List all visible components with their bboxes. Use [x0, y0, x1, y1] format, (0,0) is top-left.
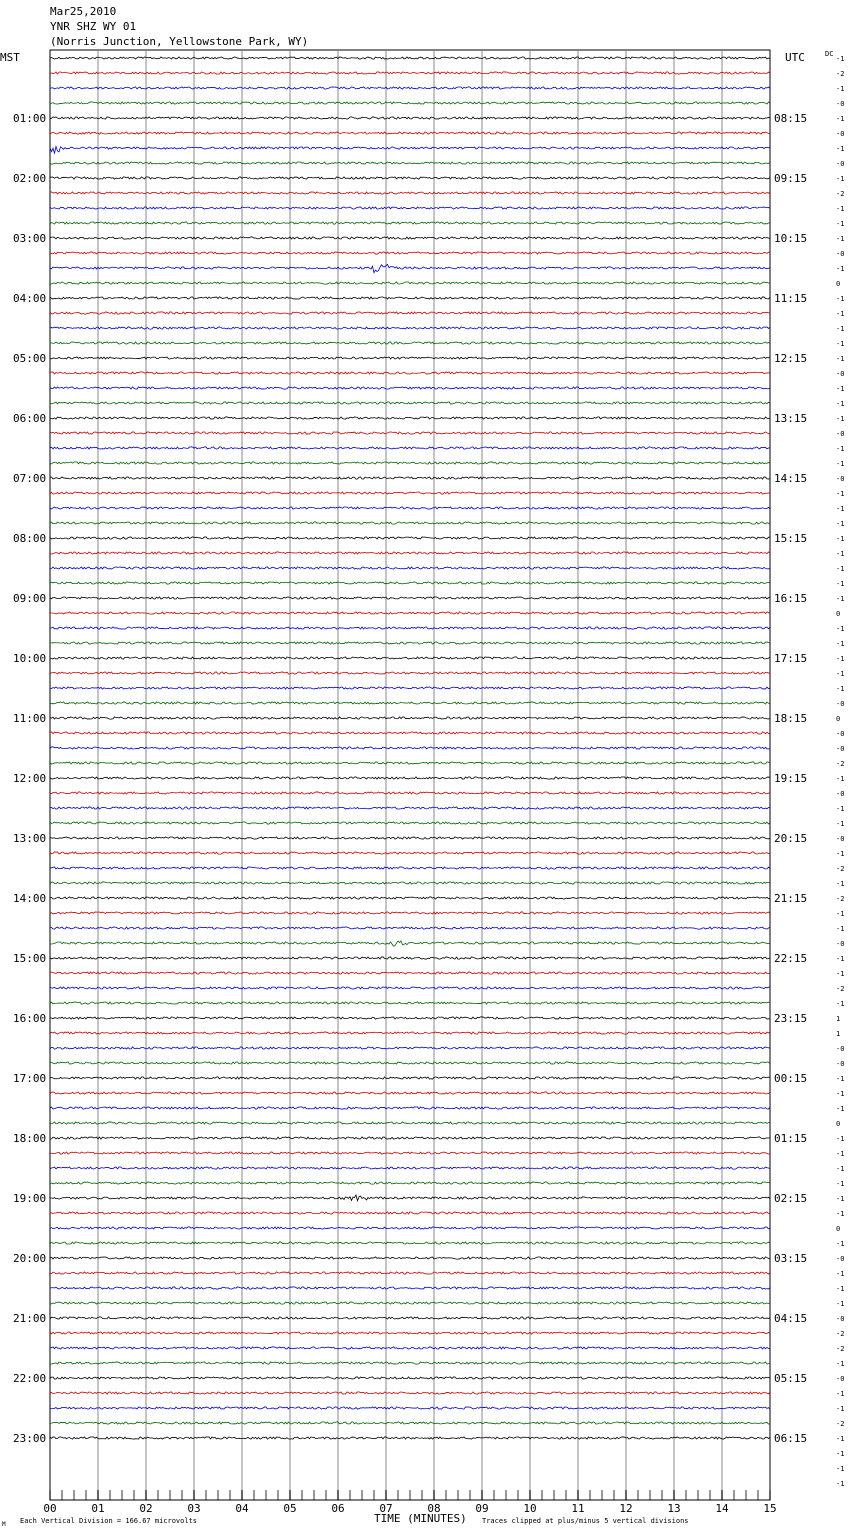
- dc-offset: -0: [836, 1375, 845, 1383]
- trace-4: [50, 117, 770, 119]
- dc-offset: 0: [836, 1120, 841, 1128]
- dc-offset: -1: [836, 1150, 845, 1158]
- dc-offset: -0: [836, 130, 845, 138]
- dc-offset: -1: [836, 295, 845, 303]
- date-label: Mar25,2010: [50, 5, 117, 18]
- trace-15: [50, 282, 770, 284]
- hour-label-mst: 09:00: [13, 592, 47, 605]
- dc-offset: -1: [836, 640, 845, 648]
- dc-offset: -2: [836, 190, 845, 198]
- dc-offset: -1: [836, 1300, 845, 1308]
- dc-offset: -1: [836, 460, 845, 468]
- dc-offset: -2: [836, 1345, 845, 1353]
- trace-26: [50, 447, 770, 449]
- dc-offset: 1: [836, 1015, 841, 1023]
- dc-offset: -1: [836, 955, 845, 963]
- hour-label-utc: 03:15: [774, 1252, 808, 1265]
- trace-66: [50, 1047, 770, 1049]
- dc-offset: -1: [836, 1270, 845, 1278]
- hour-label-utc: 08:15: [774, 112, 808, 125]
- hour-label-mst: 02:00: [13, 172, 47, 185]
- trace-5: [50, 132, 770, 134]
- trace-56: [50, 897, 770, 899]
- hour-label-mst: 10:00: [13, 652, 47, 665]
- dc-offset: -1: [836, 445, 845, 453]
- dc-offset: -1: [836, 535, 845, 543]
- trace-25: [50, 432, 770, 434]
- dc-offset: -1: [836, 580, 845, 588]
- x-tick-label: 05: [283, 1502, 297, 1515]
- hour-label-mst: 03:00: [13, 232, 47, 245]
- trace-77: [50, 1212, 770, 1214]
- trace-59: [50, 941, 770, 946]
- dc-offset: -1: [836, 55, 845, 63]
- dc-offset: 0: [836, 280, 841, 288]
- trace-32: [50, 537, 770, 539]
- trace-8: [50, 177, 770, 179]
- utc-label: UTC: [785, 51, 805, 64]
- hour-label-utc: 22:15: [774, 952, 808, 965]
- x-tick-label: 08: [427, 1502, 441, 1515]
- x-axis-title: TIME (MINUTES): [374, 1512, 467, 1525]
- dc-offset: -1: [836, 970, 845, 978]
- x-tick-label: 09: [475, 1502, 489, 1515]
- x-tick-label: 13: [667, 1502, 681, 1515]
- x-tick-label: 03: [187, 1502, 201, 1515]
- dc-offset: -1: [836, 670, 845, 678]
- dc-offset: -0: [836, 370, 845, 378]
- dc-offset: -0: [836, 730, 845, 738]
- hour-label-utc: 06:15: [774, 1432, 808, 1445]
- trace-54: [50, 867, 770, 869]
- trace-3: [50, 102, 770, 104]
- dc-offset: -1: [836, 1240, 845, 1248]
- dc-offset: -1: [836, 910, 845, 918]
- hour-label-mst: 04:00: [13, 292, 47, 305]
- dc-offset: -1: [836, 1195, 845, 1203]
- dc-offset: -1: [836, 1405, 845, 1413]
- dc-offset: -0: [836, 790, 845, 798]
- trace-22: [50, 387, 770, 389]
- dc-offset: -1: [836, 1180, 845, 1188]
- x-tick-label: 07: [379, 1502, 393, 1515]
- location-label: (Norris Junction, Yellowstone Park, WY): [50, 35, 309, 48]
- hour-label-utc: 12:15: [774, 352, 808, 365]
- trace-61: [50, 972, 770, 974]
- trace-27: [50, 462, 770, 464]
- trace-53: [50, 852, 770, 854]
- trace-44: [50, 717, 770, 719]
- trace-31: [50, 522, 770, 524]
- hour-label-mst: 18:00: [13, 1132, 47, 1145]
- dc-offset: -0: [836, 745, 845, 753]
- trace-57: [50, 912, 770, 914]
- trace-71: [50, 1122, 770, 1124]
- trace-90: [50, 1407, 770, 1409]
- dc-offset: -0: [836, 1045, 845, 1053]
- x-tick-label: 02: [139, 1502, 153, 1515]
- hour-label-mst: 01:00: [13, 112, 47, 125]
- trace-43: [50, 702, 770, 704]
- dc-offset: -1: [836, 325, 845, 333]
- dc-offset: -0: [836, 250, 845, 258]
- trace-23: [50, 402, 770, 404]
- trace-30: [50, 507, 770, 509]
- hour-label-utc: 17:15: [774, 652, 808, 665]
- dc-offset: -0: [836, 430, 845, 438]
- trace-87: [50, 1362, 770, 1364]
- trace-69: [50, 1092, 770, 1094]
- hour-label-utc: 20:15: [774, 832, 808, 845]
- hour-label-utc: 11:15: [774, 292, 808, 305]
- dc-offset: -0: [836, 1255, 845, 1263]
- corner-mark: M: [2, 1521, 6, 1528]
- trace-12: [50, 237, 770, 239]
- trace-24: [50, 417, 770, 419]
- trace-84: [50, 1317, 770, 1319]
- x-tick-label: 00: [43, 1502, 57, 1515]
- dc-offset: -1: [836, 415, 845, 423]
- dc-offset: -1: [836, 355, 845, 363]
- x-tick-label: 12: [619, 1502, 633, 1515]
- hour-label-mst: 20:00: [13, 1252, 47, 1265]
- trace-76: [50, 1195, 770, 1201]
- trace-55: [50, 882, 770, 884]
- hour-label-mst: 19:00: [13, 1192, 47, 1205]
- x-tick-label: 06: [331, 1502, 345, 1515]
- dc-offset: -1: [836, 1075, 845, 1083]
- trace-68: [50, 1077, 770, 1079]
- trace-81: [50, 1272, 770, 1274]
- trace-33: [50, 552, 770, 554]
- trace-83: [50, 1302, 770, 1304]
- trace-34: [50, 567, 770, 569]
- trace-36: [50, 597, 770, 599]
- trace-18: [50, 327, 770, 329]
- hour-label-mst: 22:00: [13, 1372, 47, 1385]
- dc-offset: -1: [836, 1390, 845, 1398]
- hour-label-mst: 21:00: [13, 1312, 47, 1325]
- hour-label-mst: 06:00: [13, 412, 47, 425]
- dc-offset: 0: [836, 610, 841, 618]
- trace-74: [50, 1167, 770, 1169]
- dc-offset: 1: [836, 1030, 841, 1038]
- dc-offset: -1: [836, 1450, 845, 1458]
- trace-64: [50, 1017, 770, 1019]
- dc-offset: -1: [836, 850, 845, 858]
- trace-38: [50, 627, 770, 629]
- dc-offset: -1: [836, 145, 845, 153]
- trace-41: [50, 672, 770, 674]
- dc-offset: -1: [836, 490, 845, 498]
- hour-label-mst: 23:00: [13, 1432, 47, 1445]
- trace-80: [50, 1257, 770, 1259]
- trace-11: [50, 222, 770, 224]
- dc-offset: -1: [836, 400, 845, 408]
- dc-offset: -2: [836, 895, 845, 903]
- hour-label-utc: 19:15: [774, 772, 808, 785]
- dc-offset: -2: [836, 1420, 845, 1428]
- mst-label: MST: [0, 51, 20, 64]
- dc-offset: -1: [836, 1105, 845, 1113]
- dc-offset: -1: [836, 1165, 845, 1173]
- division-note: Each Vertical Division = 166.67 microvolts: [20, 1517, 198, 1525]
- trace-62: [50, 987, 770, 989]
- trace-75: [50, 1182, 770, 1184]
- trace-73: [50, 1152, 770, 1154]
- hour-label-utc: 15:15: [774, 532, 808, 545]
- hour-label-mst: 08:00: [13, 532, 47, 545]
- hour-label-mst: 05:00: [13, 352, 47, 365]
- hour-label-utc: 00:15: [774, 1072, 808, 1085]
- dc-offset: -0: [836, 700, 845, 708]
- trace-35: [50, 582, 770, 584]
- dc-offset: -1: [836, 775, 845, 783]
- trace-16: [50, 297, 770, 299]
- trace-39: [50, 642, 770, 644]
- trace-88: [50, 1377, 770, 1379]
- x-tick-label: 15: [763, 1502, 777, 1515]
- trace-42: [50, 687, 770, 689]
- dc-offset: -1: [836, 115, 845, 123]
- trace-67: [50, 1062, 770, 1064]
- dc-offset: -1: [836, 175, 845, 183]
- hour-label-utc: 01:15: [774, 1132, 808, 1145]
- hour-label-mst: 12:00: [13, 772, 47, 785]
- hour-label-utc: 05:15: [774, 1372, 808, 1385]
- trace-60: [50, 957, 770, 959]
- trace-48: [50, 777, 770, 779]
- dc-offset: -0: [836, 160, 845, 168]
- trace-51: [50, 822, 770, 824]
- trace-28: [50, 477, 770, 479]
- dc-offset: -2: [836, 1330, 845, 1338]
- dc-offset: -0: [836, 475, 845, 483]
- trace-79: [50, 1242, 770, 1244]
- dc-offset: -1: [836, 925, 845, 933]
- hour-label-utc: 14:15: [774, 472, 808, 485]
- dc-offset: -2: [836, 985, 845, 993]
- dc-offset: -1: [836, 805, 845, 813]
- dc-offset: -0: [836, 100, 845, 108]
- hour-label-utc: 10:15: [774, 232, 808, 245]
- dc-offset: -1: [836, 340, 845, 348]
- hour-label-mst: 11:00: [13, 712, 47, 725]
- labels: [13, 55, 844, 1515]
- trace-86: [50, 1347, 770, 1349]
- dc-offset: -2: [836, 865, 845, 873]
- trace-40: [50, 657, 770, 659]
- dc-offset: -1: [836, 1090, 845, 1098]
- dc-offset: -2: [836, 760, 845, 768]
- dc-offset: -1: [836, 1360, 845, 1368]
- trace-82: [50, 1287, 770, 1289]
- hour-label-utc: 13:15: [774, 412, 808, 425]
- trace-1: [50, 72, 770, 74]
- trace-89: [50, 1392, 770, 1394]
- hour-label-mst: 13:00: [13, 832, 47, 845]
- dc-offset: -1: [836, 235, 845, 243]
- hour-label-mst: 14:00: [13, 892, 47, 905]
- trace-65: [50, 1032, 770, 1034]
- hour-label-mst: 17:00: [13, 1072, 47, 1085]
- trace-2: [50, 87, 770, 89]
- trace-91: [50, 1422, 770, 1424]
- dc-offset: -0: [836, 1315, 845, 1323]
- dc-offset: -1: [836, 1480, 845, 1488]
- trace-17: [50, 312, 770, 314]
- trace-20: [50, 357, 770, 359]
- dc-offset: -1: [836, 505, 845, 513]
- hour-label-utc: 21:15: [774, 892, 808, 905]
- trace-52: [50, 837, 770, 839]
- x-tick-label: 11: [571, 1502, 585, 1515]
- dc-offset: -1: [836, 685, 845, 693]
- trace-92: [50, 1437, 770, 1439]
- hour-label-mst: 07:00: [13, 472, 47, 485]
- dc-offset: -1: [836, 265, 845, 273]
- hour-label-utc: 16:15: [774, 592, 808, 605]
- dc-offset: -1: [836, 655, 845, 663]
- x-tick-label: 10: [523, 1502, 537, 1515]
- dc-offset: -1: [836, 1435, 845, 1443]
- dc-offset: -1: [836, 565, 845, 573]
- dc-offset: -1: [836, 220, 845, 228]
- x-tick-label: 01: [91, 1502, 105, 1515]
- trace-47: [50, 762, 770, 764]
- traces: [50, 57, 770, 1439]
- hour-label-utc: 23:15: [774, 1012, 808, 1025]
- clip-note: Traces clipped at plus/minus 5 vertical divisions: [482, 1517, 689, 1525]
- dc-offset: -0: [836, 1060, 845, 1068]
- hour-label-mst: 15:00: [13, 952, 47, 965]
- hour-label-mst: 16:00: [13, 1012, 47, 1025]
- trace-19: [50, 342, 770, 344]
- hour-label-utc: 04:15: [774, 1312, 808, 1325]
- trace-13: [50, 252, 770, 254]
- trace-9: [50, 192, 770, 194]
- dc-offset: -1: [836, 595, 845, 603]
- trace-46: [50, 747, 770, 749]
- dc-offset: 0: [836, 1225, 841, 1233]
- trace-29: [50, 492, 770, 494]
- dc-offset: -1: [836, 310, 845, 318]
- trace-14: [50, 264, 770, 272]
- trace-0: [50, 57, 770, 59]
- dc-offset: -1: [836, 880, 845, 888]
- trace-6: [50, 147, 770, 154]
- dc-offset: -1: [836, 205, 845, 213]
- hour-label-utc: 09:15: [774, 172, 808, 185]
- trace-21: [50, 372, 770, 374]
- trace-10: [50, 207, 770, 209]
- trace-50: [50, 807, 770, 809]
- trace-85: [50, 1332, 770, 1334]
- dc-offset: -1: [836, 385, 845, 393]
- dc-label: DC: [825, 50, 834, 58]
- dc-offset: -0: [836, 940, 845, 948]
- trace-58: [50, 927, 770, 929]
- trace-37: [50, 612, 770, 614]
- dc-offset: -1: [836, 85, 845, 93]
- dc-offset: 0: [836, 715, 841, 723]
- station-label: YNR SHZ WY 01: [50, 20, 137, 33]
- trace-49: [50, 792, 770, 794]
- dc-offset: -1: [836, 1135, 845, 1143]
- dc-offset: -1: [836, 1465, 845, 1473]
- trace-45: [50, 732, 770, 734]
- dc-offset: -1: [836, 1210, 845, 1218]
- dc-offset: -1: [836, 820, 845, 828]
- hour-label-utc: 18:15: [774, 712, 808, 725]
- dc-offset: -1: [836, 1285, 845, 1293]
- trace-72: [50, 1137, 770, 1139]
- x-tick-label: 04: [235, 1502, 249, 1515]
- hour-label-utc: 02:15: [774, 1192, 808, 1205]
- dc-offset: -1: [836, 625, 845, 633]
- dc-offset: -1: [836, 550, 845, 558]
- dc-offset: -2: [836, 70, 845, 78]
- trace-70: [50, 1107, 770, 1109]
- trace-78: [50, 1227, 770, 1229]
- x-tick-label: 14: [715, 1502, 729, 1515]
- trace-63: [50, 1002, 770, 1004]
- dc-offset: -0: [836, 835, 845, 843]
- dc-offset: -1: [836, 1000, 845, 1008]
- dc-offset: -1: [836, 520, 845, 528]
- trace-7: [50, 162, 770, 164]
